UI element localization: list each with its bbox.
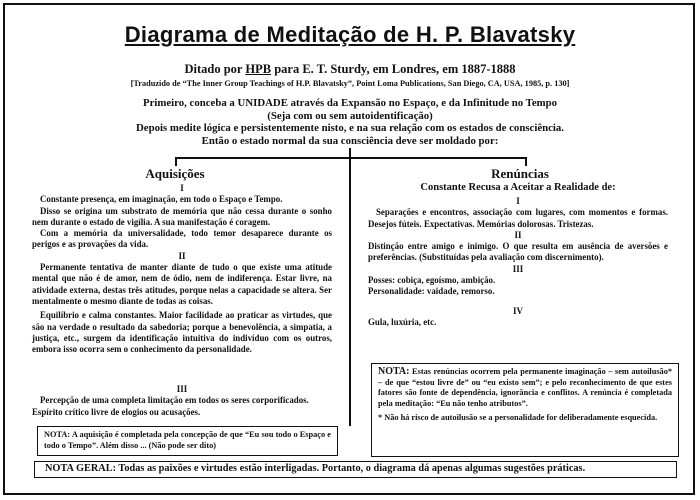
renuncias-nota-box bbox=[371, 363, 679, 457]
subtitle-post: para E. T. Sturdy, em Londres, em 1887-1888 bbox=[271, 62, 516, 76]
aquisicoes-nota-box: NOTA: A aquisição é completada pela concepção de que “Eu sou todo o Espaço e todo o Tempo”. Além disso ... (Não pode ser dito) bbox=[37, 426, 338, 456]
connector-right bbox=[525, 157, 527, 166]
aquisicoes-title: Aquisições bbox=[145, 166, 205, 181]
aquisicoes-column bbox=[32, 183, 332, 355]
renuncias-section-1-number: I bbox=[516, 196, 520, 206]
aquisicoes-s2-a: Permanente tentativa de manter diante de tudo o que existe uma atitude mental que não é de amor, nem de ódio, nem de indiferença. Estar livre, na atividade externa, destas três atitudes, porque nelas a capacidade se altera. Ser mentalmente o mesmo diante de todas as coisas. bbox=[32, 262, 332, 306]
renuncias-nota-label: NOTA: bbox=[378, 366, 410, 377]
renuncias-nota-body: Estas renúncias ocorrem pela permanente imaginação – sem autoilusão* – de que “estou livre de” ou “eu existo sem”; e pelo reconhecimento de que estes fatores são fonte de dependência, ignorância e conflitos. A renúncia é completada pela meditação: “Eu não tenho atributos”. bbox=[378, 367, 672, 408]
aquisicoes-section-1-number: I bbox=[180, 183, 184, 193]
aquisicoes-s2-b: Equilíbrio e calma constantes. Maior facilidade ao praticar as virtudes, que são na verdade o resultado da sabedoria; porque a benevolência, a simpatia, a justiça, etc., surgem da identificação intuitiva do indivíduo com os outros, embora isso ocorra sem o conhecimento da personalidade. bbox=[32, 310, 332, 355]
subtitle-hpb: HPB bbox=[245, 62, 272, 76]
renuncias-section-3-number: III bbox=[512, 263, 524, 274]
renuncias-subtitle: Constante Recusa a Aceitar a Realidade de: bbox=[420, 182, 616, 193]
aquisicoes-section-2-number: II bbox=[178, 250, 186, 261]
nota-geral-box: NOTA GERAL: Todas as paixões e virtudes estão interligadas. Portanto, o diagrama dá apenas algumas sugestões práticas. bbox=[34, 461, 677, 478]
intro-block bbox=[0, 97, 700, 147]
renuncias-section-2-number: II bbox=[514, 229, 522, 240]
column-divider bbox=[349, 158, 351, 426]
intro-line-3: Depois medite lógica e persistentemente nisto, e na sua relação com os estados de consciência. bbox=[135, 122, 565, 135]
subtitle-pre: Ditado por bbox=[184, 62, 246, 76]
aquisicoes-s1-c: Com a memória da universalidade, todo temor desaparece durante os perigos e as provações da vida. bbox=[32, 228, 332, 250]
renuncias-s3-a: Posses: cobiça, egoísmo, ambição. bbox=[368, 275, 496, 286]
aquisicoes-s1-b: Disso se origina um substrato de memória que não cessa durante o sonho nem durante o estado de vigília. A sua manifestação é coragem. bbox=[32, 205, 332, 227]
intro-line-4: Então o estado normal da sua consciência deve ser moldado por: bbox=[201, 134, 499, 147]
renuncias-s2-a: Distinção entre amigo e inimigo. O que resulta em ausência de aversões e preferências. (Substituídas pela avaliação com discernimento). bbox=[368, 241, 668, 263]
aquisicoes-section-3-number: III bbox=[176, 384, 188, 394]
renuncias-s3-b: Personalidade: vaidade, remorso. bbox=[368, 286, 495, 297]
intro-line-2: (Seja com ou sem autoidentificação) bbox=[267, 109, 433, 122]
renuncias-section-4-number: IV bbox=[512, 306, 523, 316]
page-title: Diagrama de Meditação de H. P. Blavatsky bbox=[124, 22, 576, 47]
renuncias-s1-a: Separações e encontros, associação com lugares, com momentos e formas. Desejos fúteis. Expectativas. Memórias dolorosas. Tristezas. bbox=[368, 207, 668, 229]
aquisicoes-s1-a: Constante presença, em imaginação, em todo o Espaço e Tempo. bbox=[40, 194, 283, 205]
renuncias-column bbox=[368, 196, 668, 298]
connector-left bbox=[175, 157, 177, 166]
renuncias-title: Renúncias bbox=[491, 166, 549, 181]
intro-line-1: Primeiro, conceba a UNIDADE através da Expansão no Espaço, e da Infinitude no Tempo bbox=[142, 97, 558, 109]
renuncias-nota-text bbox=[378, 367, 672, 409]
translation-note: [Traduzido de “The Inner Group Teachings of H.P. Blavatsky”, Point Loma Publications, San Diego, CA, USA, 1985, p. 130] bbox=[130, 79, 570, 88]
renuncias-section-4 bbox=[368, 306, 668, 329]
aquisicoes-section-3 bbox=[32, 384, 332, 418]
renuncias-footnote: * Não há risco de autoilusão se a personalidade for deliberadamente esquecida. bbox=[378, 413, 658, 422]
aquisicoes-s3-a: Percepção de uma completa limitação em todos os seres corporificados. Espírito crítico livre de elogios ou acusações. bbox=[32, 395, 309, 417]
renuncias-s4-a: Gula, luxúria, etc. bbox=[368, 317, 437, 328]
connector-bar bbox=[175, 157, 526, 159]
subtitle bbox=[0, 62, 700, 77]
